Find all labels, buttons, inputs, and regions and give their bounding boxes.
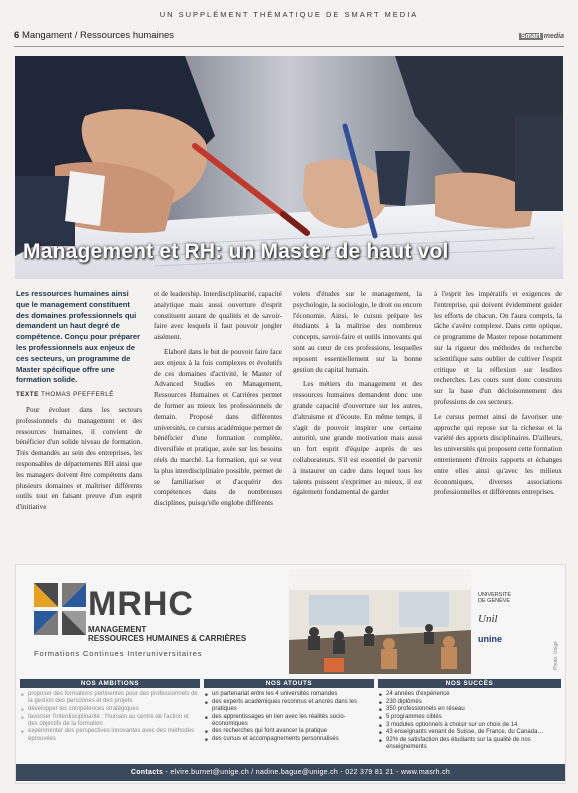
mrhc-subtitle: MANAGEMENT RESSOURCES HUMAINES & CARRIÈRES [88, 625, 247, 643]
article-body [16, 289, 562, 561]
list-item: ■ proposer des formations pertinentes pour des professionnels de la gestion des personnes et des projets [28, 691, 200, 705]
photo-credit: Photo: Unige [553, 641, 559, 670]
paragraph: Elaboré dans le but de pouvoir faire face aux enjeux à la fois complexes et évolutifs de ces domaines d'activité, le Master of Advanced Studies en Management, Ressources Humaines et Carrières permet de former au mieux les professionnels de demain. Proposé dans différentes universités, ce cursus académique permet de bénéficier d'une formation complète, diversifiée et pratique, axée sur les besoins réels du marché. La formation, qui se veut la plus interdisciplinaire possible, permet de se familiariser et d'acquérir des compétences dans de nombreuses disciplines, puisqu'elle englobe différents [154, 347, 282, 508]
contacts-details[interactable]: - elvire.burnet@unige.ch / nadine.bague@unige.ch - 022 379 81 21 - www.masrh.ch [165, 769, 451, 776]
paragraph: volets d'études sur le management, la psychologie, la sociologie, le droit ou encore l'économie. Ainsi, le cursus prépare les étudiants à la maîtrise des nombreux concepts, savoir-faire et outils innovants qui sont au cœur de ces professions, lesquelles reposent essentiellement sur la bonne gestion du capital humain. [293, 290, 422, 374]
smart-media-logo: Smart media [520, 33, 564, 40]
list-item: ■ un partenariat entre les 4 universités romandes [212, 691, 374, 698]
classroom-photo [289, 570, 471, 674]
list-item: ■ favoriser l'interdisciplinarité : l'humain au centre de l'action et des objectifs de la formation [28, 714, 200, 728]
page-number: 6 [14, 30, 20, 41]
paragraph: Pour évoluer dans les secteurs professionnels du management et des ressources humaines, il convient de bénéficier d'un solide niveau de formation. Très demandés au sein des entreprises, les responsables de départements RH ainsi que les managers doivent être compétents dans plusieurs domaines et maîtriser différents outils tout en faisant preuve d'un esprit d'initiative [16, 405, 142, 512]
contacts-bar [16, 764, 565, 781]
mrhc-mark-icon [34, 583, 86, 635]
list-item: ■ 3 modules optionnels à choisir sur un choix de 14 [386, 722, 561, 729]
article-credit: TEXTE THOMAS PFEFFERLÉ [16, 391, 115, 399]
article-lead: Les ressources humaines ainsi que le management constituent des domaines professionnels qui demandent un haut degré de compétence. Conçu pour préparer les professionnels aux enjeux de ces secteurs, un programme de Master spécifique offre une formation solide. [16, 289, 141, 385]
paragraph: Les métiers du management et des ressources humaines demandent donc une grande capacité d'ouverture sur les autres, d'altruisme et d'écoute. En même temps, il s'agit de pouvoir inspirer une certaine autorité, une grande motivation mais aussi un fort esprit d'équipe auprès de ses collaborateurs. S'il est essentiel de parvenir à instaurer un cadre dans lequel tous les talents puissent s'exprimer au mieux, il est également fondamental de garder [293, 380, 422, 497]
partner-universities [476, 570, 561, 674]
unine-logo: unine [478, 634, 502, 644]
column-1 [16, 289, 142, 517]
list-item: ■ 230 diplômés [386, 699, 561, 706]
mrhc-brand: MRHC [88, 585, 194, 623]
list-item: ■ des cursus et accompagnements personnalisés [212, 736, 374, 743]
ambitions-column [20, 679, 200, 765]
mrhc-logo-block [16, 565, 286, 677]
paragraph: à l'esprit les impératifs et exigences de l'entreprise, qui doivent évidemment guider les efforts de chacun. On l'aura compris, la tâche s'avère complexe. Dans cette optique, ce programme de Master repose notamment sur la rigueur des méthodes de recherche scientifique sans oublier de cultiver l'esprit critique et la réflexion sur lesdites recherches. Les cours sont donc construits sur la base d'un décloisonnement des professions de ces secteurs. [434, 290, 562, 406]
list-item: ■ expérimenter des perspectives innovantes avec des méthodes éprouvées [28, 728, 200, 742]
list-item: ■ des experts académiques reconnus et ancrés dans les pratiques [212, 699, 374, 713]
succes-column [378, 679, 561, 765]
list-item: ■ des recherches qui font avancer la pratique [212, 728, 374, 735]
list-item: ■ développer les compétences stratégiques [28, 706, 200, 713]
unil-logo: Unil [478, 613, 498, 625]
column-2 [154, 289, 282, 513]
list-item: ■ 92% de satisfaction des étudiants sur la qualité de nos enseignements [386, 737, 561, 751]
section-title: Mangament / Ressources humaines [21, 30, 175, 41]
mrhc-advertisement [15, 564, 566, 784]
atouts-heading: NOS ATOUTS [204, 679, 374, 688]
column-3 [293, 289, 422, 502]
ambitions-heading: NOS AMBITIONS [20, 679, 200, 688]
column-4 [434, 289, 562, 502]
list-item: ■ 350 professionnels en réseau [386, 706, 561, 713]
atouts-column [204, 679, 374, 765]
contacts-label: Contacts [130, 769, 164, 776]
mrhc-tagline: Formations Continues Interuniversitaires [34, 649, 203, 658]
list-item: ■ 24 années d'expérience [386, 691, 561, 698]
unige-logo: UNIVERSITÉ DE GENÈVE [478, 592, 512, 604]
list-item: ■ 5 programmes ciblés [386, 714, 561, 721]
page-header [14, 30, 564, 47]
paragraph: Le cursus permet ainsi de favoriser une approche qui repose sur la richesse et la variété des apports disciplinaires. D'ailleurs, les universités qui proposent cette formation entretiennent d'étroits rapports et échanges entre elles ainsi qu'avec les milieux économiques, diverses associations professionnelles et différentes entreprises. [434, 412, 562, 497]
paragraph: et de leadership. Interdisciplinarité, capacité analytique mais aussi ouverture d'esprit constituent autant de qualités et de savoir-faire avec lesquels il faut pouvoir jongler aisément. [154, 290, 282, 342]
succes-heading: NOS SUCCÈS [378, 679, 561, 688]
list-item: ■ 43 enseignants venant de Suisse, de France, du Canada… [386, 729, 561, 736]
supplement-banner: UN SUPPLÉMENT THÉMATIQUE DE SMART MEDIA [159, 10, 419, 19]
list-item: ■ des apprentissages en lien avec les réalités socio-économiques [212, 714, 374, 728]
article-title: Management et RH: un Master de haut vol [23, 240, 449, 263]
